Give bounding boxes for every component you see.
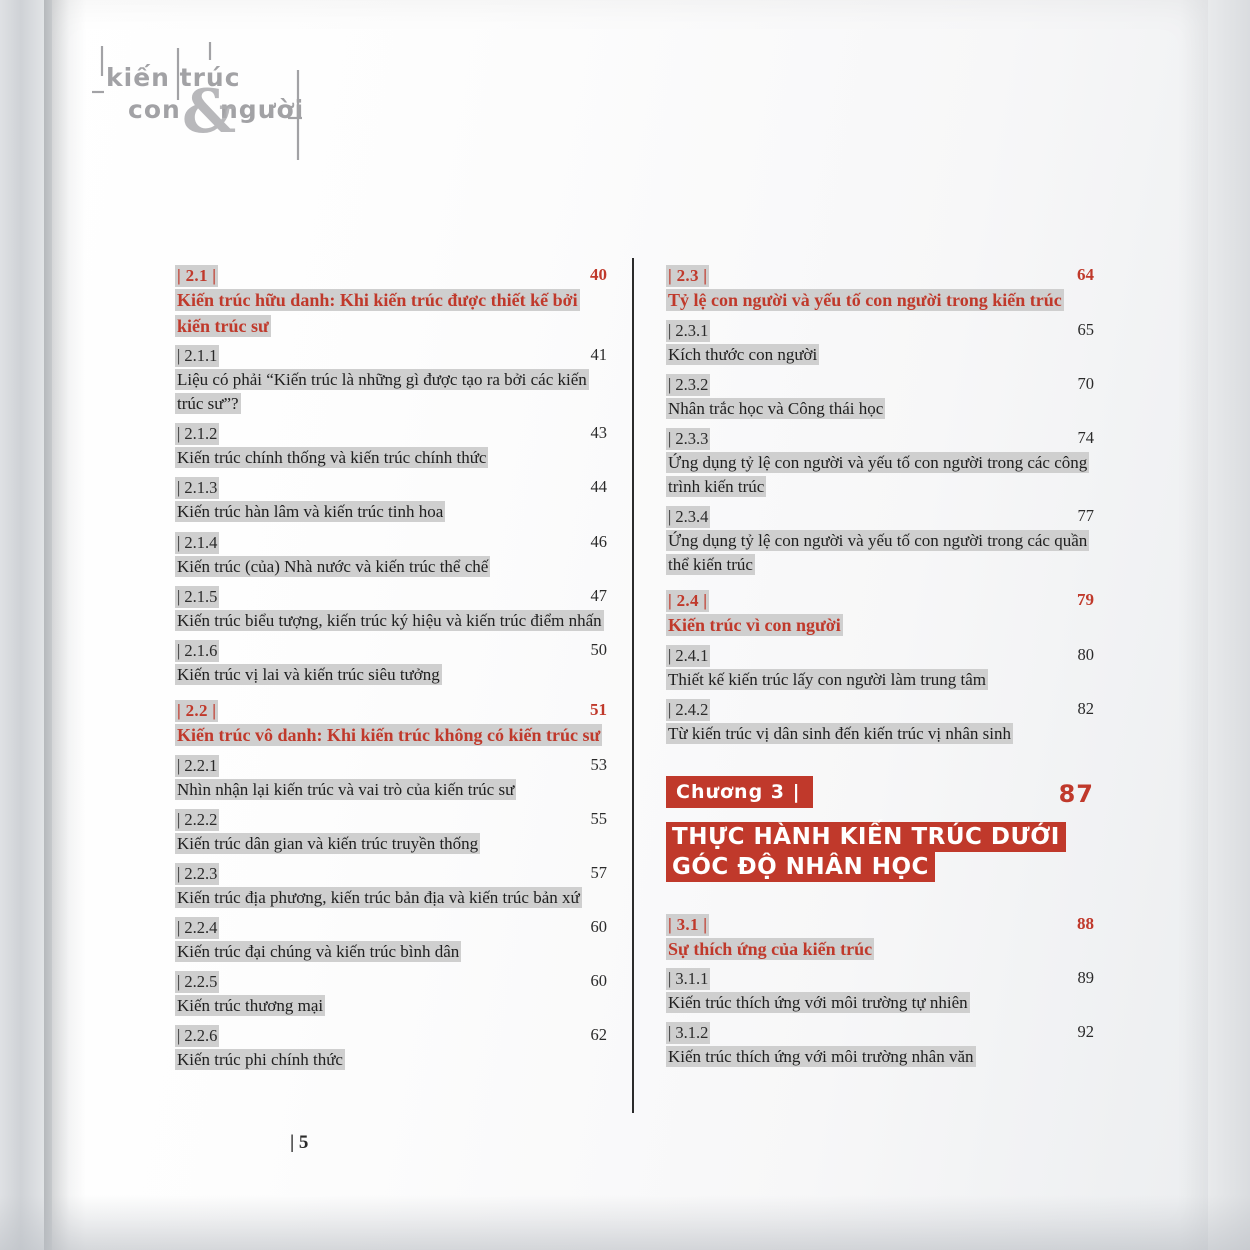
toc-subsection-entry [175, 971, 607, 1018]
toc-entry-number: | 2.1.5 [177, 586, 218, 606]
toc-subsection-entry [175, 755, 607, 802]
svg-text:&: & [182, 77, 237, 147]
toc-entry-title: Kiến trúc (của) Nhà nước và kiến trúc thể chế [177, 556, 489, 576]
toc-entry-number: | 2.3.1 [668, 320, 709, 340]
toc-entry-title: Kiến trúc vì con người [668, 615, 841, 636]
toc-subsection-entry [666, 699, 1094, 746]
toc-entry-number: | 2.4 | [668, 591, 708, 611]
toc-entry-title: Kiến trúc hữu danh: Khi kiến trúc được thiết kế bởi kiến trúc sư [177, 290, 578, 336]
toc-entry-number: | 2.3.4 [668, 507, 709, 527]
toc-entry-page: 65 [1077, 319, 1094, 339]
toc-entry-number: | 3.1 | [668, 914, 708, 934]
toc-subsection-entry [175, 477, 607, 524]
toc-entry-title: Kiến trúc dân gian và kiến trúc truyền thống [177, 833, 479, 853]
toc-entry-title: Nhìn nhận lại kiến trúc và vai trò của kiến trúc sư [177, 779, 515, 799]
toc-entry-number: | 2.3.3 [668, 428, 709, 448]
toc-section-entry [666, 590, 1094, 639]
toc-entry-title: Kiến trúc đại chúng và kiến trúc bình dân [177, 941, 460, 961]
toc-section-entry [175, 265, 607, 339]
chapter-badge: Chương 3 | [666, 776, 813, 808]
toc-entry-title: Kiến trúc hàn lâm và kiến trúc tinh hoa [177, 502, 444, 522]
toc-entry-title: Tỷ lệ con người và yếu tố con người trong kiến trúc [668, 290, 1062, 310]
chapter-spacer [666, 883, 1094, 901]
toc-subsection-entry [666, 428, 1094, 499]
toc-entry-page: 50 [590, 639, 607, 659]
toc-entry-number: | 2.3 | [668, 266, 708, 285]
toc-entry-number: | 2.2.5 [177, 972, 218, 992]
toc-entry-page: 51 [590, 699, 607, 719]
toc-entry-number: | 2.4.1 [668, 645, 709, 665]
toc-entry-number: | 2.2.1 [177, 755, 218, 775]
toc-subsection-entry [175, 423, 607, 470]
toc-entry-number: | 2.1.6 [177, 640, 218, 660]
chapter-page-number: 87 [1058, 780, 1094, 809]
toc-subsection-entry [666, 968, 1094, 1015]
svg-text:con: con [128, 95, 181, 124]
toc-entry-page: 80 [1077, 644, 1094, 664]
svg-text:người: người [220, 95, 305, 124]
toc-entry-title: Kiến trúc thương mại [177, 996, 324, 1016]
toc-entry-page: 43 [590, 423, 607, 443]
toc-entry-number: | 2.2.3 [177, 863, 218, 883]
svg-text:kiến trúc: kiến trúc [106, 63, 241, 92]
chapter-title: THỰC HÀNH KIẾN TRÚC DƯỚI GÓC ĐỘ NHÂN HỌC [666, 822, 1094, 883]
toc-entry-page: 70 [1077, 373, 1094, 393]
toc-subsection-entry [175, 532, 607, 579]
toc-entry-number: | 2.1 | [177, 266, 217, 285]
toc-entry-page: 64 [1077, 265, 1094, 284]
toc-subsection-entry [666, 645, 1094, 692]
toc-subsection-entry [666, 320, 1094, 367]
toc-entry-number: | 3.1.1 [668, 969, 709, 989]
toc-entry-title: Nhân trắc học và Công thái học [668, 398, 884, 418]
toc-entry-number: | 2.2 | [177, 700, 217, 720]
toc-entry-number: | 2.4.2 [668, 699, 709, 719]
toc-entry-page: 79 [1077, 590, 1094, 610]
toc-entry-number: | 2.2.6 [177, 1026, 218, 1046]
toc-entry-title: Ứng dụng tỷ lệ con người và yếu tố con người trong các quần thể kiến trúc [668, 531, 1088, 575]
toc-entry-title: Kiến trúc thích ứng với môi trường tự nhiên [668, 993, 968, 1013]
toc-subsection-entry [175, 863, 607, 910]
toc-entry-number: | 2.1.3 [177, 478, 218, 498]
toc-entry-page: 62 [590, 1025, 607, 1045]
toc-entry-number: | 2.1.1 [177, 346, 218, 366]
toc-entry-number: | 2.1.4 [177, 532, 218, 552]
toc-entry-title: Từ kiến trúc vị dân sinh đến kiến trúc vị nhân sinh [668, 723, 1012, 743]
toc-entry-title: Kiến trúc chính thống và kiến trúc chính thức [177, 448, 487, 468]
toc-entry-title: Kiến trúc biểu tượng, kiến trúc ký hiệu và kiến trúc điểm nhấn [177, 610, 602, 630]
toc-entry-title: Kiến trúc vị lai và kiến trúc siêu tưởng [177, 664, 440, 684]
toc-subsection-entry [666, 1022, 1094, 1069]
toc-entry-page: 55 [590, 808, 607, 828]
toc-entry-page: 46 [590, 531, 607, 551]
toc-entry-page: 89 [1077, 968, 1094, 988]
toc-entry-page: 40 [590, 265, 607, 284]
toc-subsection-entry [175, 809, 607, 856]
toc-entry-page: 74 [1077, 427, 1094, 447]
toc-entry-page: 82 [1077, 698, 1094, 718]
toc-entry-number: | 3.1.2 [668, 1023, 709, 1043]
toc-entry-title: Kích thước con người [668, 344, 818, 364]
chapter-heading-block [666, 776, 1094, 883]
toc-entry-number: | 2.3.2 [668, 374, 709, 394]
toc-entry-title: Sự thích ứng của kiến trúc [668, 938, 873, 959]
toc-entry-page: 92 [1077, 1022, 1094, 1042]
toc-subsection-entry [666, 374, 1094, 421]
toc-subsection-entry [175, 345, 607, 416]
page-folio: | 5 [290, 1132, 309, 1153]
toc-entry-page: 60 [590, 916, 607, 936]
toc-section-entry [666, 265, 1094, 314]
toc-subsection-entry [175, 1025, 607, 1072]
toc-section-entry [175, 700, 607, 749]
toc-subsection-entry [175, 917, 607, 964]
toc-entry-page: 44 [590, 477, 607, 497]
toc-subsection-entry [175, 586, 607, 633]
toc-entry-title: Kiến trúc vô danh: Khi kiến trúc không có kiến trúc sư [177, 724, 601, 745]
toc-entry-number: | 2.1.2 [177, 424, 218, 444]
toc-entry-page: 47 [590, 585, 607, 605]
toc-entry-page: 57 [590, 862, 607, 882]
toc-entry-title: Liệu có phải “Kiến trúc là những gì được tạo ra bởi các kiến trúc sư”? [177, 370, 587, 414]
toc-right-column [666, 252, 1094, 1077]
toc-entry-title: Kiến trúc phi chính thức [177, 1050, 343, 1070]
toc-entry-number: | 2.2.4 [177, 917, 218, 937]
toc-entry-title: Kiến trúc thích ứng với môi trường nhân văn [668, 1047, 974, 1067]
toc-entry-page: 53 [590, 754, 607, 774]
toc-section-entry [666, 914, 1094, 963]
toc-entry-title: Ứng dụng tỷ lệ con người và yếu tố con người trong các công trình kiến trúc [668, 452, 1088, 496]
toc-entry-page: 60 [590, 971, 607, 991]
toc-entry-title: Thiết kế kiến trúc lấy con người làm trung tâm [668, 669, 986, 689]
toc-subsection-entry [175, 640, 607, 687]
toc-entry-number: | 2.2.2 [177, 809, 218, 829]
toc-entry-title: Kiến trúc địa phương, kiến trúc bản địa và kiến trúc bản xứ [177, 887, 580, 907]
toc-entry-page: 77 [1077, 506, 1094, 526]
toc-left-column [175, 252, 607, 1079]
toc-entry-page: 88 [1077, 913, 1094, 933]
toc-subsection-entry [666, 506, 1094, 577]
toc-entry-page: 41 [590, 345, 607, 365]
